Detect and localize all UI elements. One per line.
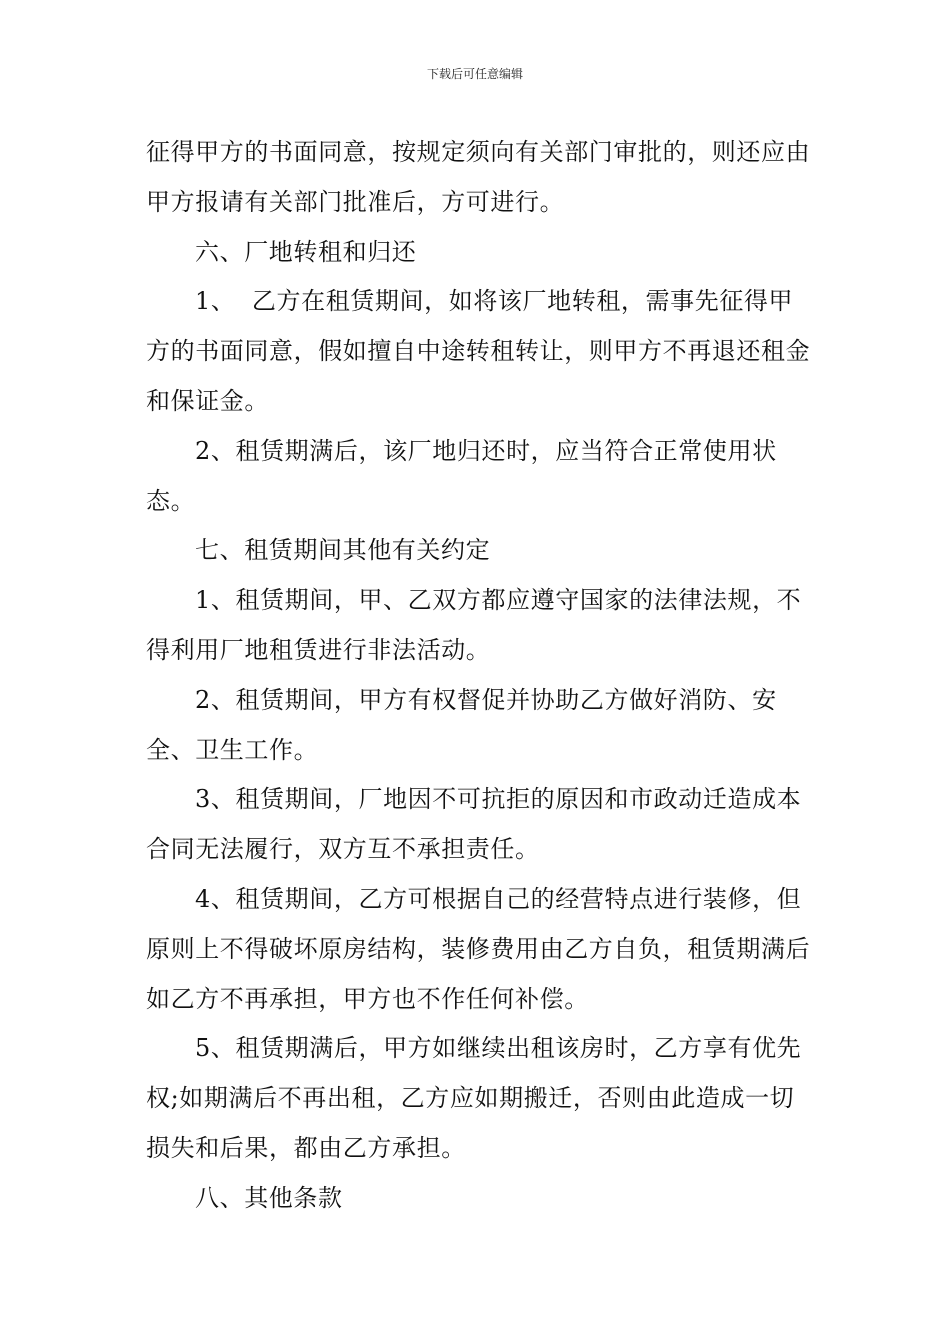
clause-seven-4: 4、租赁期间，乙方可根据自己的经营特点进行装修，但原则上不得破坏原房结构，装修费用由乙方自负，租赁期满后如乙方不再承担，甲方也不作任何补偿。 (146, 884, 811, 1013)
clause-seven-1: 1、租赁期间，甲、乙双方都应遵守国家的法律法规，不得利用厂地租赁进行非法活动。 (146, 586, 802, 664)
clause-seven-2: 2、租赁期间，甲方有权督促并协助乙方做好消防、安全、卫生工作。 (146, 685, 777, 764)
clause-six-1: 1、 乙方在租赁期间，如将该厂地转租，需事先征得甲方的书面同意，假如擅自中途转租转让，则甲方不再退还租金和保证金。 (146, 287, 811, 415)
clause-seven-5: 5、租赁期满后，甲方如继续出租该房时，乙方享有优先权;如期满后不再出租，乙方应如期搬迁，否则由此造成一切损失和后果，都由乙方承担。 (146, 1034, 802, 1162)
section-heading-eight: 八、其他条款 (195, 1183, 343, 1212)
clause-six-2: 2、租赁期满后，该厂地归还时，应当符合正常使用状态。 (146, 436, 777, 515)
clause-seven-3: 3、租赁期间，厂地因不可抗拒的原因和市政动迁造成本合同无法履行，双方互不承担责任。 (146, 785, 802, 864)
paragraph-continuation: 征得甲方的书面同意，按规定须向有关部门审批的，则还应由甲方报请有关部门批准后，方可进行。 (146, 138, 811, 216)
section-heading-six: 六、厂地转租和归还 (195, 237, 417, 266)
section-heading-seven: 七、租赁期间其他有关约定 (195, 536, 491, 565)
document-body (146, 128, 814, 1224)
page-header-note: 下载后可任意编辑 (426, 67, 523, 81)
